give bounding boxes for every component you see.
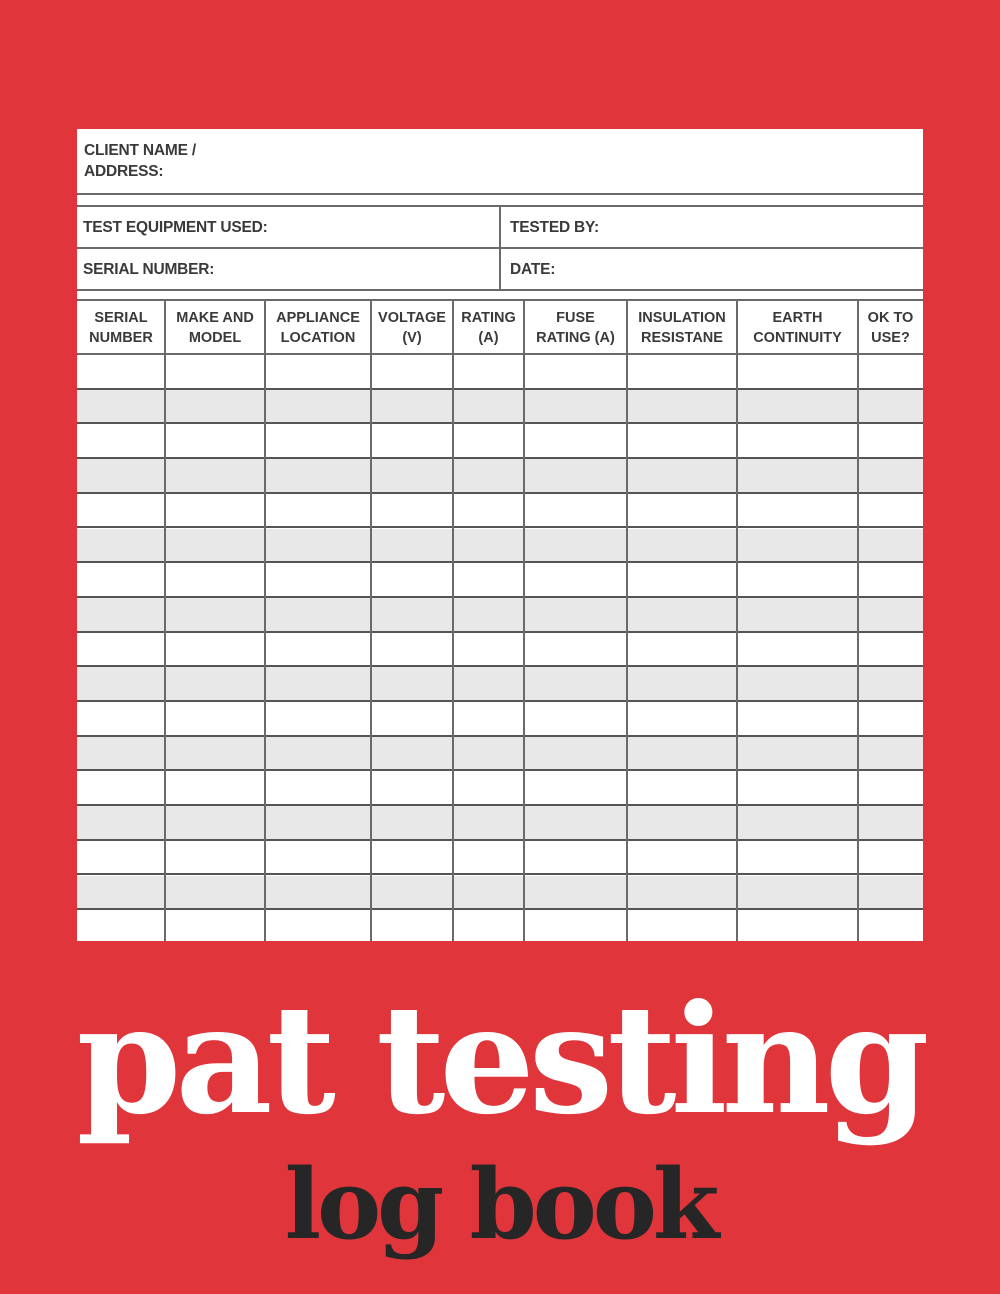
column-header-line: LOCATION (280, 329, 356, 346)
table-row (77, 494, 923, 529)
table-row (77, 667, 923, 702)
column-divider (264, 300, 266, 941)
column-divider (370, 300, 372, 941)
column-header (524, 300, 627, 355)
column-header-line: EARTH (772, 309, 823, 326)
table-row (77, 598, 923, 633)
column-header-line: NUMBER (89, 329, 153, 346)
tested-by-label: TESTED BY: (510, 219, 599, 236)
table-row (77, 355, 923, 390)
table-row (77, 771, 923, 806)
column-header-line: (V) (402, 329, 422, 346)
column-header-line: RESISTANE (641, 329, 723, 346)
date-label: DATE: (510, 261, 556, 278)
column-header-line: SERIAL (94, 309, 148, 326)
client-label-line2: ADDRESS: (84, 163, 164, 180)
column-header-line: CONTINUITY (753, 329, 842, 346)
table-row (77, 529, 923, 564)
column-divider (626, 300, 628, 941)
divider (499, 206, 501, 290)
serial-number-label: SERIAL NUMBER: (83, 261, 215, 278)
column-header (453, 300, 524, 355)
column-header-line: APPLIANCE (276, 309, 360, 326)
cover-subtitle: log book (284, 1148, 716, 1261)
column-header (858, 300, 923, 355)
test-equipment-label: TEST EQUIPMENT USED: (83, 219, 268, 236)
table-row (77, 424, 923, 459)
column-divider (857, 300, 859, 941)
column-divider (523, 300, 525, 941)
column-header-line: RATING (461, 309, 516, 326)
table-row (77, 390, 923, 425)
divider (77, 289, 923, 291)
table-row (77, 563, 923, 598)
column-header (165, 300, 265, 355)
column-header-line: FUSE (556, 309, 595, 326)
column-divider (452, 300, 454, 941)
table-row (77, 841, 923, 876)
table-row (77, 806, 923, 841)
column-header-line: VOLTAGE (378, 309, 446, 326)
column-header-line: USE? (871, 329, 910, 346)
column-divider (736, 300, 738, 941)
column-header (265, 300, 371, 355)
table-row (77, 459, 923, 494)
table-row (77, 702, 923, 737)
column-header-line: OK TO (867, 309, 914, 326)
column-header-line: INSULATION (638, 309, 726, 326)
client-name-label (84, 140, 196, 182)
cover-title: pat testing (76, 972, 924, 1148)
column-header (77, 300, 165, 355)
table-row (77, 910, 923, 941)
divider (77, 193, 923, 195)
column-header (371, 300, 453, 355)
column-header (737, 300, 858, 355)
client-label-line1: CLIENT NAME / (84, 142, 196, 159)
table-row (77, 876, 923, 911)
log-form (77, 129, 923, 941)
column-header-line: MODEL (188, 329, 242, 346)
table-row (77, 633, 923, 668)
column-header-line: (A) (478, 329, 499, 346)
column-header (627, 300, 737, 355)
column-header-line: MAKE AND (176, 309, 254, 326)
table-row (77, 737, 923, 772)
column-divider (164, 300, 166, 941)
column-header-line: RATING (A) (536, 329, 615, 346)
